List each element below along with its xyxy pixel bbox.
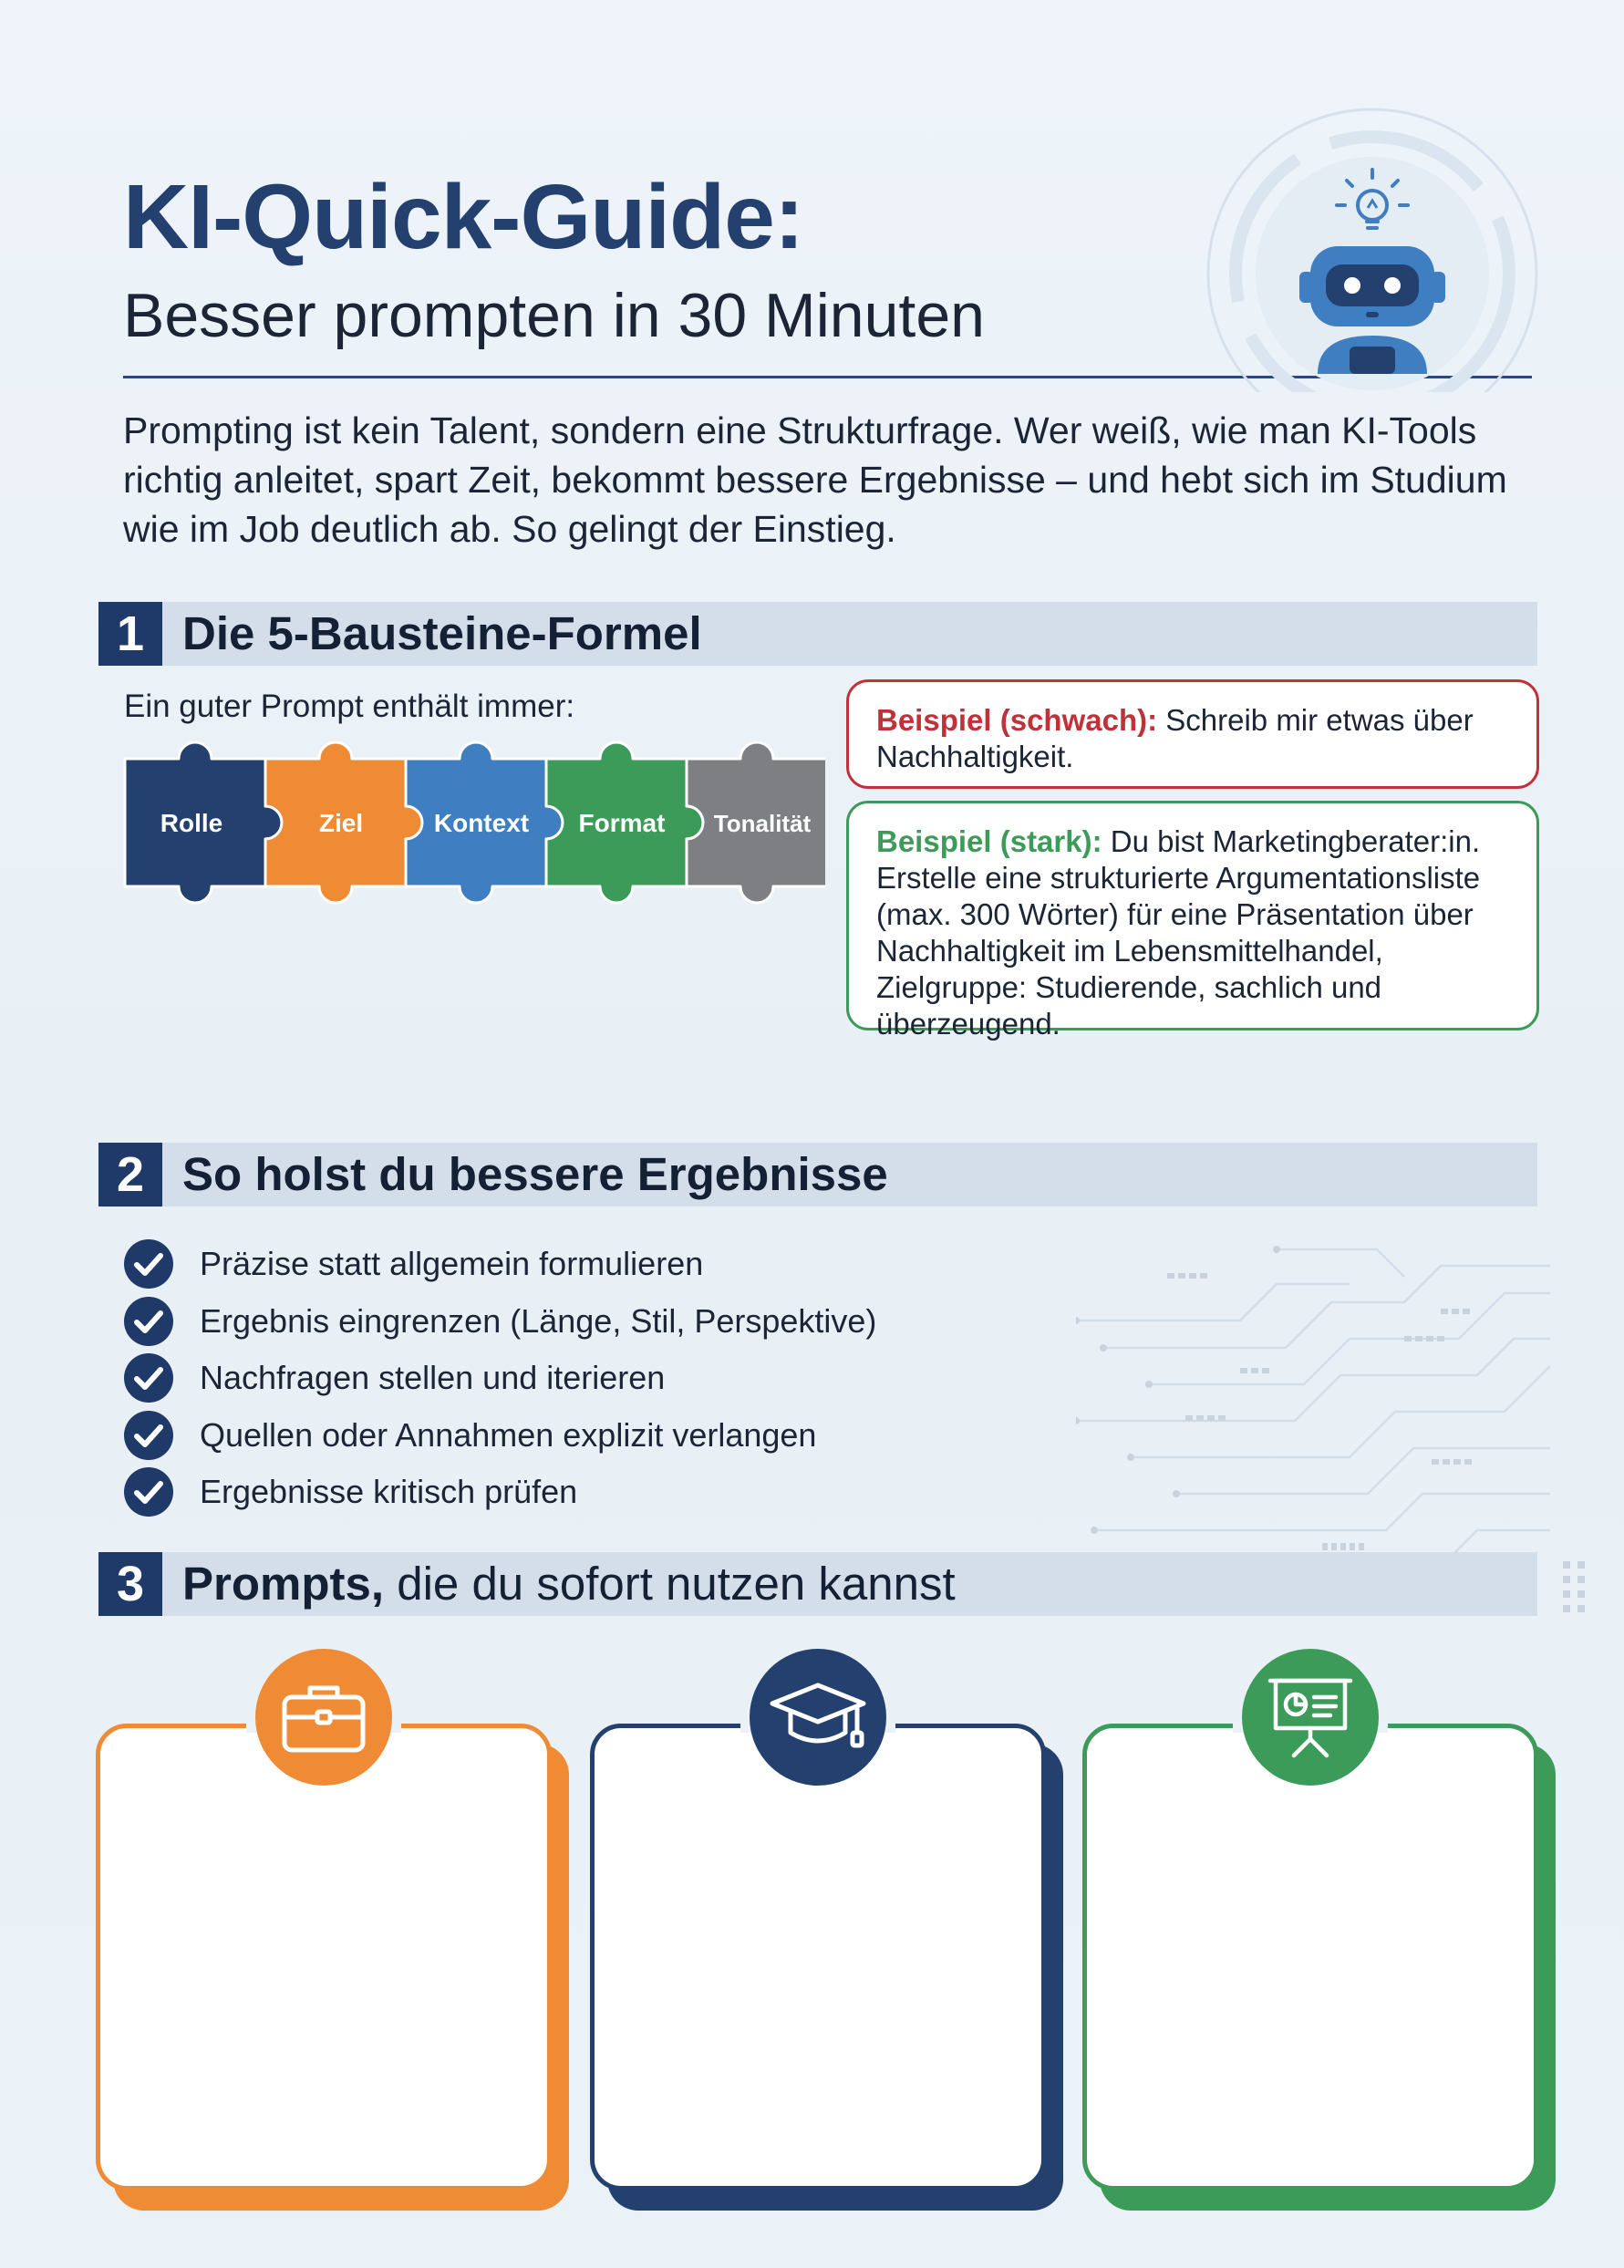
presentation-board-icon (1267, 1675, 1354, 1759)
example-weak-text: Schreib mir etwas über Nachhaltigkeit. (876, 703, 1474, 773)
example-strong-text: Du bist Marketingberater:in. Erstelle eine strukturierte Argumentationsliste (max. 300 Wörter) für eine Präsentation über Nachhaltigkeit im Lebensmittelhandel, Zielgruppe: Studierende, sachlich und überzeugend. (876, 824, 1481, 1041)
checklist-item (123, 1236, 876, 1293)
section-title (182, 1552, 956, 1616)
example-strong-label: Beispiel (stark): (876, 824, 1102, 858)
page-subtitle: Besser prompten in 30 Minuten (123, 281, 985, 350)
section-number: 2 (98, 1143, 162, 1206)
circuit-lines-decoration (1076, 1222, 1550, 1587)
card-icon-circle (255, 1649, 392, 1786)
puzzle-piece-label: Ziel (318, 809, 364, 837)
briefcase-icon (281, 1681, 367, 1754)
dot-grid-decoration (1561, 1559, 1588, 1614)
prompt-card-career (96, 1724, 552, 2190)
intro-paragraph: Prompting ist kein Talent, sondern eine Strukturfrage. Wer weiß, wie man KI-Tools richtig anleitet, spart Zeit, bekommt bessere Ergebnisse – und hebt sich im Studium wie im Job deutlich ab. So gelingt der Einstieg. (123, 409, 1507, 550)
puzzle-piece-label: Rolle (160, 809, 223, 837)
example-strong-box (846, 801, 1539, 1041)
checklist-item (123, 1407, 876, 1465)
checklist-item (123, 1293, 876, 1351)
checkmark-icon (123, 1352, 174, 1403)
checkmark-icon (123, 1238, 174, 1289)
checkmark-icon (123, 1296, 174, 1347)
puzzle-piece-label: Kontext (433, 809, 530, 837)
graduation-cap-icon (768, 1676, 868, 1758)
checklist-item-text: Quellen oder Annahmen explizit verlangen (200, 1415, 817, 1454)
section-title: Die 5-Bausteine-Formel (182, 607, 702, 659)
section-number: 1 (98, 602, 162, 666)
puzzle-piece-label: Format (578, 809, 666, 837)
five-building-blocks-puzzle (123, 731, 825, 914)
formula-lead-text: Ein guter Prompt enthält immer: (124, 689, 575, 724)
checklist-item-text: Ergebnisse kritisch prüfen (200, 1473, 578, 1511)
puzzle-piece-label: Tonalität (713, 810, 812, 837)
section-2-header (98, 1143, 1537, 1206)
example-weak-label: Beispiel (schwach): (876, 703, 1158, 737)
section-1-header (98, 602, 1537, 666)
tips-checklist (123, 1236, 876, 1521)
checklist-item (123, 1464, 876, 1521)
checkmark-icon (123, 1466, 174, 1517)
checklist-item-text: Nachfragen stellen und iterieren (200, 1359, 666, 1397)
card-icon-circle (1242, 1649, 1379, 1786)
section-title-rest: die du sofort nutzen kannst (384, 1558, 956, 1610)
section-number: 3 (98, 1552, 162, 1616)
checkmark-icon (123, 1410, 174, 1461)
page-title: KI-Quick-Guide: (123, 166, 804, 268)
section-title-bold: Prompts, (182, 1558, 385, 1610)
checklist-item-text: Ergebnis eingrenzen (Länge, Stil, Perspektive) (200, 1301, 877, 1340)
section-3-header (98, 1552, 1537, 1616)
example-weak-box (846, 679, 1539, 789)
checklist-item (123, 1350, 876, 1407)
prompt-card-presentation (1082, 1724, 1538, 2190)
card-icon-circle (750, 1649, 886, 1786)
section-title: So holst du bessere Ergebnisse (182, 1148, 888, 1200)
checklist-item-text: Präzise statt allgemein formulieren (200, 1245, 704, 1283)
prompt-card-study (590, 1724, 1046, 2190)
robot-lightbulb-icon (1204, 100, 1541, 392)
